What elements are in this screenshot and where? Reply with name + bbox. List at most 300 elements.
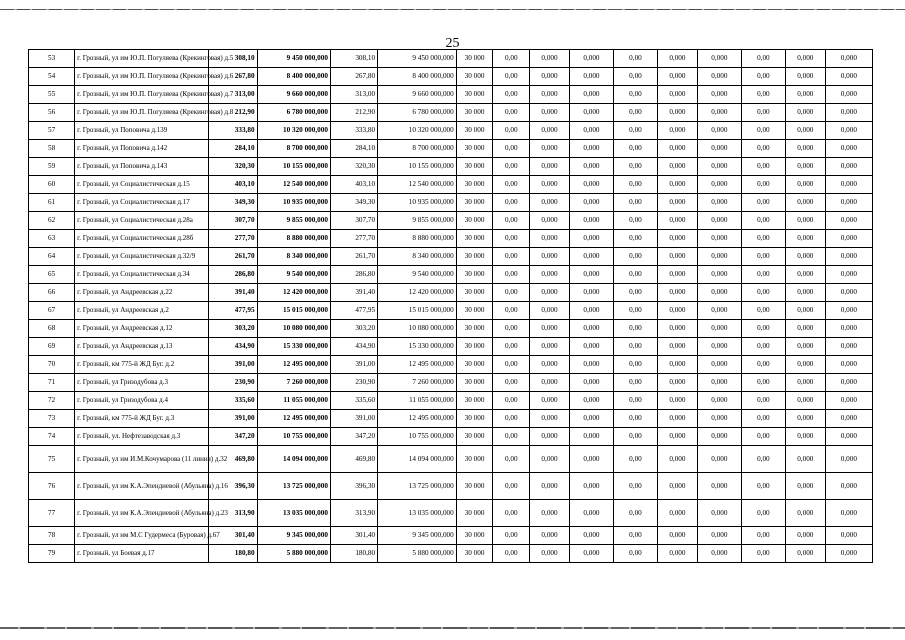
value-cell: 0,000	[530, 527, 570, 545]
value-cell: 0,000	[530, 473, 570, 500]
cost-cell: 12 495 000,000	[378, 410, 457, 428]
rate-cell: 30 000	[456, 176, 493, 194]
cost-cell: 10 320 000,000	[257, 122, 330, 140]
value-cell: 0,000	[697, 86, 741, 104]
table-row	[29, 428, 873, 446]
value-cell: 0,000	[825, 230, 872, 248]
area-cell: 391,00	[330, 410, 377, 428]
area-cell: 335,60	[330, 392, 377, 410]
rate-cell: 30 000	[456, 392, 493, 410]
value-cell: 0,000	[825, 446, 872, 473]
rate-cell: 30 000	[456, 527, 493, 545]
value-cell: 0,000	[785, 338, 825, 356]
value-cell: 0,00	[741, 68, 785, 86]
value-cell: 0,00	[613, 158, 657, 176]
value-cell: 0,000	[657, 410, 697, 428]
cost-cell: 9 540 000,000	[257, 266, 330, 284]
rate-cell: 30 000	[456, 356, 493, 374]
area-cell: 180,80	[330, 545, 377, 563]
area-cell: 403,10	[330, 176, 377, 194]
area-cell: 286,80	[330, 266, 377, 284]
value-cell: 0,000	[657, 527, 697, 545]
table-row	[29, 374, 873, 392]
cost-cell: 14 094 000,000	[378, 446, 457, 473]
value-cell: 0,000	[785, 392, 825, 410]
area-cell: 434,90	[209, 338, 257, 356]
area-cell: 313,90	[209, 500, 257, 527]
value-cell: 0,000	[530, 50, 570, 68]
value-cell: 0,00	[741, 545, 785, 563]
value-cell: 0,000	[530, 545, 570, 563]
rate-cell: 30 000	[456, 104, 493, 122]
area-cell: 469,80	[209, 446, 257, 473]
rate-cell: 30 000	[456, 248, 493, 266]
value-cell: 0,000	[697, 392, 741, 410]
value-cell: 0,000	[697, 68, 741, 86]
area-cell: 477,95	[209, 302, 257, 320]
area-cell: 212,90	[209, 104, 257, 122]
area-cell: 349,30	[330, 194, 377, 212]
value-cell: 0,000	[825, 392, 872, 410]
address-cell: г. Грозный, ул Социалистическая д.28а	[75, 212, 209, 230]
value-cell: 0,000	[785, 122, 825, 140]
value-cell: 0,00	[493, 248, 530, 266]
value-cell: 0,000	[785, 428, 825, 446]
table-row	[29, 500, 873, 527]
value-cell: 0,000	[697, 338, 741, 356]
table-row	[29, 446, 873, 473]
value-cell: 0,000	[569, 104, 613, 122]
value-cell: 0,000	[697, 545, 741, 563]
cost-cell: 10 935 000,000	[378, 194, 457, 212]
area-cell: 307,70	[330, 212, 377, 230]
value-cell: 0,000	[697, 302, 741, 320]
cost-cell: 6 780 000,000	[257, 104, 330, 122]
row-number-cell: 71	[29, 374, 75, 392]
row-number-cell: 75	[29, 446, 75, 473]
value-cell: 0,000	[825, 140, 872, 158]
value-cell: 0,000	[530, 158, 570, 176]
address-cell: г. Грозный, ул им Ю.П. Погуляева (Крекинговая) д.6	[75, 68, 209, 86]
table-row	[29, 104, 873, 122]
cost-cell: 11 055 000,000	[257, 392, 330, 410]
value-cell: 0,000	[530, 320, 570, 338]
area-cell: 320,30	[209, 158, 257, 176]
value-cell: 0,00	[613, 392, 657, 410]
area-cell: 391,00	[209, 410, 257, 428]
value-cell: 0,00	[493, 374, 530, 392]
value-cell: 0,00	[493, 86, 530, 104]
rate-cell: 30 000	[456, 446, 493, 473]
cost-cell: 8 700 000,000	[257, 140, 330, 158]
cost-cell: 10 155 000,000	[378, 158, 457, 176]
address-cell: г. Грозный, ул Гризодубова д.3	[75, 374, 209, 392]
table-row	[29, 545, 873, 563]
value-cell: 0,000	[569, 356, 613, 374]
value-cell: 0,00	[493, 320, 530, 338]
address-cell: г. Грозный, ул им Ю.П. Погуляева (Крекинговая) д.8	[75, 104, 209, 122]
value-cell: 0,000	[825, 176, 872, 194]
value-cell: 0,000	[785, 104, 825, 122]
value-cell: 0,000	[569, 428, 613, 446]
row-number-cell: 57	[29, 122, 75, 140]
value-cell: 0,00	[613, 86, 657, 104]
value-cell: 0,000	[825, 122, 872, 140]
value-cell: 0,00	[613, 320, 657, 338]
value-cell: 0,00	[741, 446, 785, 473]
table-row	[29, 122, 873, 140]
table-row	[29, 410, 873, 428]
cost-cell: 11 055 000,000	[378, 392, 457, 410]
cost-cell: 8 700 000,000	[378, 140, 457, 158]
rate-cell: 30 000	[456, 50, 493, 68]
value-cell: 0,00	[613, 473, 657, 500]
row-number-cell: 61	[29, 194, 75, 212]
area-cell: 391,40	[209, 284, 257, 302]
rate-cell: 30 000	[456, 320, 493, 338]
value-cell: 0,000	[825, 302, 872, 320]
value-cell: 0,00	[741, 500, 785, 527]
value-cell: 0,000	[530, 248, 570, 266]
cost-cell: 12 420 000,000	[378, 284, 457, 302]
value-cell: 0,000	[657, 50, 697, 68]
rate-cell: 30 000	[456, 122, 493, 140]
cost-cell: 8 340 000,000	[257, 248, 330, 266]
area-cell: 308,10	[330, 50, 377, 68]
table-row	[29, 320, 873, 338]
page-number: 25	[445, 36, 460, 51]
value-cell: 0,000	[657, 176, 697, 194]
value-cell: 0,00	[613, 500, 657, 527]
value-cell: 0,000	[657, 158, 697, 176]
area-cell: 333,80	[330, 122, 377, 140]
value-cell: 0,000	[657, 122, 697, 140]
value-cell: 0,000	[530, 230, 570, 248]
area-cell: 403,10	[209, 176, 257, 194]
row-number-cell: 59	[29, 158, 75, 176]
value-cell: 0,00	[613, 410, 657, 428]
value-cell: 0,00	[493, 230, 530, 248]
address-cell: г. Грозный, км 775-й ЖД Буг. д.3	[75, 410, 209, 428]
value-cell: 0,000	[569, 230, 613, 248]
value-cell: 0,000	[530, 266, 570, 284]
row-number-cell: 72	[29, 392, 75, 410]
value-cell: 0,000	[825, 248, 872, 266]
rate-cell: 30 000	[456, 302, 493, 320]
cost-cell: 13 725 000,000	[378, 473, 457, 500]
rate-cell: 30 000	[456, 86, 493, 104]
table-row	[29, 68, 873, 86]
value-cell: 0,000	[785, 266, 825, 284]
value-cell: 0,000	[825, 104, 872, 122]
cost-cell: 10 320 000,000	[378, 122, 457, 140]
address-cell: г. Грозный, ул Гризодубова д.4	[75, 392, 209, 410]
value-cell: 0,00	[493, 338, 530, 356]
value-cell: 0,00	[613, 545, 657, 563]
cost-cell: 8 340 000,000	[378, 248, 457, 266]
value-cell: 0,00	[613, 50, 657, 68]
value-cell: 0,000	[569, 338, 613, 356]
area-cell: 230,90	[330, 374, 377, 392]
area-cell: 391,00	[209, 356, 257, 374]
cost-cell: 8 400 000,000	[257, 68, 330, 86]
value-cell: 0,00	[613, 284, 657, 302]
value-cell: 0,000	[825, 428, 872, 446]
cost-cell: 14 094 000,000	[257, 446, 330, 473]
value-cell: 0,00	[741, 302, 785, 320]
rate-cell: 30 000	[456, 266, 493, 284]
area-cell: 301,40	[330, 527, 377, 545]
cost-cell: 10 080 000,000	[257, 320, 330, 338]
value-cell: 0,000	[825, 500, 872, 527]
value-cell: 0,000	[825, 68, 872, 86]
rate-cell: 30 000	[456, 284, 493, 302]
table-row	[29, 212, 873, 230]
value-cell: 0,000	[530, 194, 570, 212]
address-cell: г. Грозный, ул Социалистическая д.34	[75, 266, 209, 284]
value-cell: 0,00	[741, 194, 785, 212]
value-cell: 0,000	[657, 140, 697, 158]
value-cell: 0,000	[785, 230, 825, 248]
cost-cell: 12 495 000,000	[257, 356, 330, 374]
value-cell: 0,00	[493, 176, 530, 194]
value-cell: 0,000	[569, 527, 613, 545]
value-cell: 0,00	[741, 338, 785, 356]
row-number-cell: 65	[29, 266, 75, 284]
value-cell: 0,000	[657, 104, 697, 122]
value-cell: 0,000	[569, 140, 613, 158]
value-cell: 0,00	[613, 194, 657, 212]
table-row	[29, 356, 873, 374]
row-number-cell: 79	[29, 545, 75, 563]
value-cell: 0,00	[741, 104, 785, 122]
value-cell: 0,000	[569, 473, 613, 500]
address-cell: г. Грозный, ул им К.А.Эпендиевой (Абульяна) д.16	[75, 473, 209, 500]
area-cell: 284,10	[330, 140, 377, 158]
value-cell: 0,000	[530, 428, 570, 446]
value-cell: 0,000	[569, 248, 613, 266]
cost-cell: 8 880 000,000	[257, 230, 330, 248]
row-number-cell: 62	[29, 212, 75, 230]
area-cell: 320,30	[330, 158, 377, 176]
rate-cell: 30 000	[456, 230, 493, 248]
value-cell: 0,000	[569, 212, 613, 230]
value-cell: 0,00	[493, 68, 530, 86]
value-cell: 0,000	[530, 338, 570, 356]
address-cell: г. Грозный, ул им Ю.П. Погуляева (Крекинговая) д.7	[75, 86, 209, 104]
address-cell: г. Грозный, ул им Ю.П. Погуляева (Крекинговая) д.5	[75, 50, 209, 68]
table-row	[29, 473, 873, 500]
value-cell: 0,00	[613, 212, 657, 230]
value-cell: 0,000	[569, 68, 613, 86]
area-cell: 396,30	[209, 473, 257, 500]
value-cell: 0,000	[530, 500, 570, 527]
value-cell: 0,000	[657, 284, 697, 302]
cost-cell: 12 495 000,000	[257, 410, 330, 428]
value-cell: 0,000	[825, 473, 872, 500]
value-cell: 0,000	[657, 68, 697, 86]
cost-cell: 8 880 000,000	[378, 230, 457, 248]
value-cell: 0,000	[569, 194, 613, 212]
value-cell: 0,000	[785, 473, 825, 500]
area-cell: 469,80	[330, 446, 377, 473]
address-cell: г. Грозный, ул Социалистическая д.32/9	[75, 248, 209, 266]
value-cell: 0,00	[493, 212, 530, 230]
area-cell: 267,80	[209, 68, 257, 86]
value-cell: 0,00	[493, 50, 530, 68]
cost-cell: 15 330 000,000	[378, 338, 457, 356]
cost-cell: 5 880 000,000	[378, 545, 457, 563]
row-number-cell: 64	[29, 248, 75, 266]
row-number-cell: 58	[29, 140, 75, 158]
value-cell: 0,000	[825, 410, 872, 428]
value-cell: 0,000	[697, 50, 741, 68]
value-cell: 0,000	[657, 230, 697, 248]
value-cell: 0,00	[613, 527, 657, 545]
address-cell: г. Грозный, ул им К.А.Эпендиевой (Абульяна) д.23	[75, 500, 209, 527]
address-cell: г. Грозный, ул Боевая д.17	[75, 545, 209, 563]
value-cell: 0,000	[825, 212, 872, 230]
rate-cell: 30 000	[456, 374, 493, 392]
cost-cell: 9 660 000,000	[257, 86, 330, 104]
value-cell: 0,000	[530, 410, 570, 428]
value-cell: 0,00	[741, 248, 785, 266]
value-cell: 0,000	[657, 473, 697, 500]
cost-cell: 8 400 000,000	[378, 68, 457, 86]
value-cell: 0,00	[493, 356, 530, 374]
table-row	[29, 527, 873, 545]
value-cell: 0,00	[493, 122, 530, 140]
row-number-cell: 55	[29, 86, 75, 104]
value-cell: 0,00	[613, 302, 657, 320]
value-cell: 0,000	[530, 356, 570, 374]
address-cell: г. Грозный, ул Поповича д.139	[75, 122, 209, 140]
value-cell: 0,00	[493, 473, 530, 500]
value-cell: 0,000	[657, 500, 697, 527]
rate-cell: 30 000	[456, 212, 493, 230]
cost-cell: 9 345 000,000	[257, 527, 330, 545]
cost-cell: 10 155 000,000	[257, 158, 330, 176]
cost-cell: 9 855 000,000	[378, 212, 457, 230]
value-cell: 0,000	[785, 140, 825, 158]
row-number-cell: 53	[29, 50, 75, 68]
value-cell: 0,000	[825, 527, 872, 545]
area-cell: 335,60	[209, 392, 257, 410]
value-cell: 0,000	[785, 320, 825, 338]
value-cell: 0,00	[493, 545, 530, 563]
value-cell: 0,000	[569, 410, 613, 428]
area-cell: 313,00	[209, 86, 257, 104]
rate-cell: 30 000	[456, 338, 493, 356]
value-cell: 0,000	[530, 284, 570, 302]
row-number-cell: 60	[29, 176, 75, 194]
value-cell: 0,00	[493, 284, 530, 302]
value-cell: 0,00	[613, 104, 657, 122]
value-cell: 0,000	[697, 266, 741, 284]
table-row	[29, 158, 873, 176]
address-cell: г. Грозный, ул. Нефтезаводская д.3	[75, 428, 209, 446]
value-cell: 0,000	[785, 194, 825, 212]
table-body	[29, 50, 873, 563]
value-cell: 0,00	[741, 410, 785, 428]
cost-cell: 15 015 000,000	[378, 302, 457, 320]
value-cell: 0,00	[613, 446, 657, 473]
table-row	[29, 266, 873, 284]
value-cell: 0,000	[657, 545, 697, 563]
value-cell: 0,000	[657, 248, 697, 266]
value-cell: 0,00	[493, 194, 530, 212]
value-cell: 0,000	[825, 266, 872, 284]
value-cell: 0,000	[785, 176, 825, 194]
address-cell: г. Грозный, ул Андреевская д.13	[75, 338, 209, 356]
value-cell: 0,000	[825, 86, 872, 104]
value-cell: 0,00	[741, 158, 785, 176]
value-cell: 0,00	[493, 392, 530, 410]
value-cell: 0,000	[657, 374, 697, 392]
value-cell: 0,00	[613, 122, 657, 140]
value-cell: 0,000	[825, 320, 872, 338]
value-cell: 0,000	[825, 50, 872, 68]
rate-cell: 30 000	[456, 194, 493, 212]
area-cell: 212,90	[330, 104, 377, 122]
value-cell: 0,00	[741, 428, 785, 446]
value-cell: 0,000	[697, 410, 741, 428]
value-cell: 0,000	[825, 356, 872, 374]
value-cell: 0,000	[657, 446, 697, 473]
value-cell: 0,000	[825, 284, 872, 302]
value-cell: 0,000	[825, 545, 872, 563]
value-cell: 0,000	[530, 140, 570, 158]
cost-cell: 13 035 000,000	[257, 500, 330, 527]
area-cell: 391,00	[330, 356, 377, 374]
cost-cell: 15 330 000,000	[257, 338, 330, 356]
table-row	[29, 86, 873, 104]
value-cell: 0,00	[741, 473, 785, 500]
table-row	[29, 194, 873, 212]
rate-cell: 30 000	[456, 473, 493, 500]
value-cell: 0,000	[569, 500, 613, 527]
value-cell: 0,000	[530, 212, 570, 230]
cost-cell: 7 260 000,000	[378, 374, 457, 392]
value-cell: 0,000	[825, 158, 872, 176]
row-number-cell: 70	[29, 356, 75, 374]
address-cell: г. Грозный, ул Андреевская д.12	[75, 320, 209, 338]
value-cell: 0,00	[613, 356, 657, 374]
cost-cell: 15 015 000,000	[257, 302, 330, 320]
value-cell: 0,00	[741, 230, 785, 248]
value-cell: 0,000	[657, 392, 697, 410]
area-cell: 277,70	[330, 230, 377, 248]
value-cell: 0,00	[741, 284, 785, 302]
value-cell: 0,00	[493, 104, 530, 122]
value-cell: 0,000	[530, 392, 570, 410]
cost-cell: 7 260 000,000	[257, 374, 330, 392]
value-cell: 0,000	[697, 527, 741, 545]
address-cell: г. Грозный, ул им И.М.Кочумарова (11 линия) д.32	[75, 446, 209, 473]
table-row	[29, 140, 873, 158]
cost-cell: 10 755 000,000	[257, 428, 330, 446]
row-number-cell: 74	[29, 428, 75, 446]
value-cell: 0,000	[697, 248, 741, 266]
area-cell: 180,80	[209, 545, 257, 563]
value-cell: 0,00	[493, 428, 530, 446]
area-cell: 333,80	[209, 122, 257, 140]
cost-cell: 10 755 000,000	[378, 428, 457, 446]
value-cell: 0,000	[785, 158, 825, 176]
value-cell: 0,00	[493, 302, 530, 320]
value-cell: 0,00	[613, 176, 657, 194]
cost-cell: 10 080 000,000	[378, 320, 457, 338]
